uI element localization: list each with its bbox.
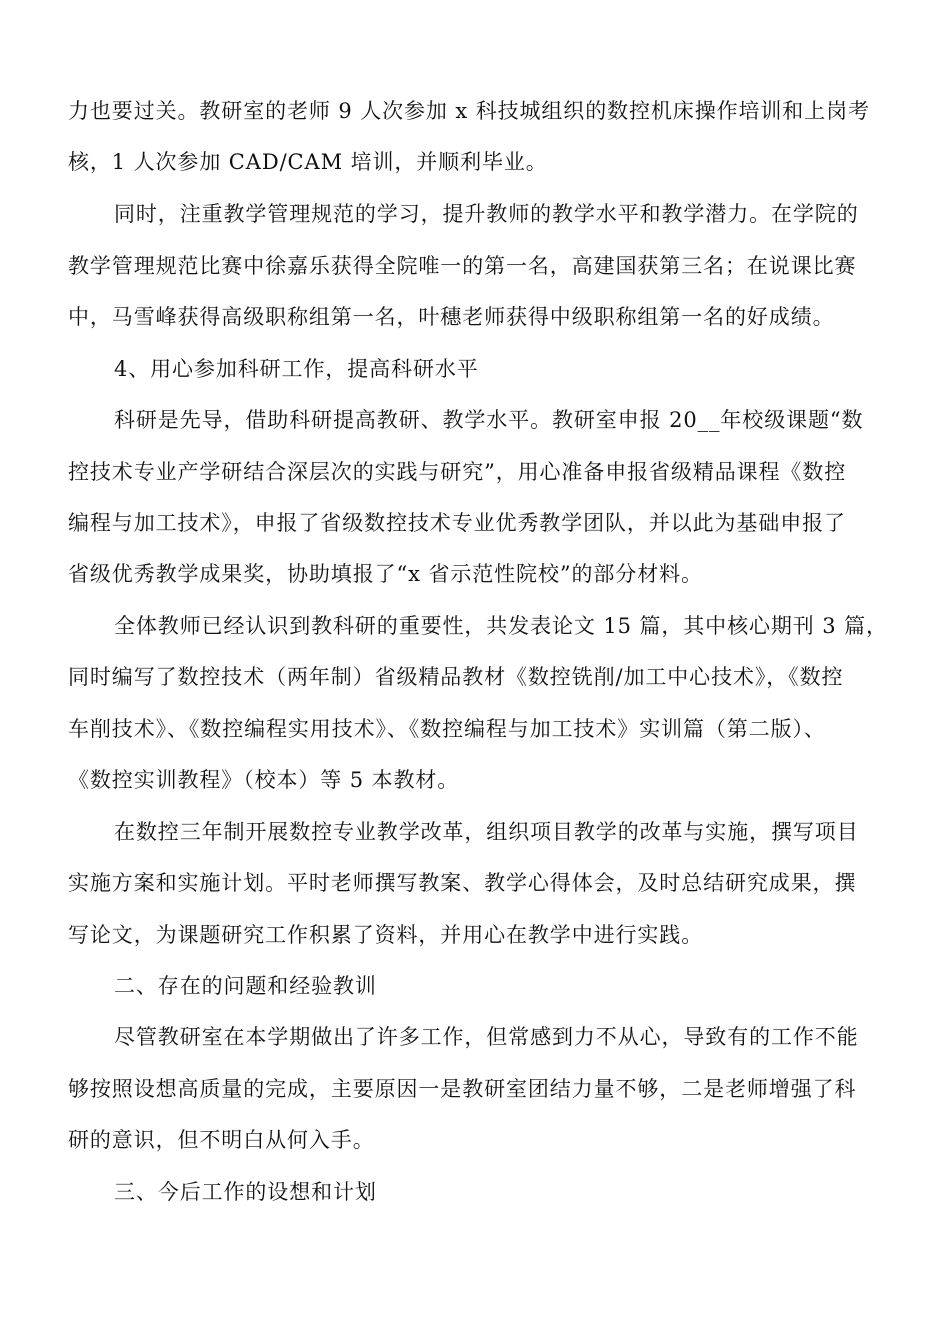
text-line: 编程与加工技术》，申报了省级数控技术专业优秀教学团队，并以此为基础申报了 <box>68 511 846 535</box>
text-line: 科研是先导，借助科研提高教研、教学水平。教研室申报 20__年校级课题“数 <box>114 408 864 432</box>
text-line: 车削技术》、《数控编程实用技术》、《数控编程与加工技术》实训篇（第二版）、 <box>68 717 826 741</box>
text-line: 教学管理规范比赛中徐嘉乐获得全院唯一的第一名，高建国获第三名；在说课比赛 <box>68 254 857 278</box>
text-line: 在数控三年制开展数控专业教学改革，组织项目教学的改革与实施，撰写项目 <box>114 820 859 844</box>
text-line: 控技术专业产学研结合深层次的实践与研究”，用心准备申报省级精品课程《数控 <box>68 460 847 484</box>
text-line: 写论文，为课题研究工作积累了资料，并用心在教学中进行实践。 <box>68 923 704 947</box>
section-heading: 4、用心参加科研工作，提高科研水平 <box>114 357 479 381</box>
section-heading: 三、今后工作的设想和计划 <box>114 1180 377 1204</box>
text-line: 同时编写了数控技术（两年制）省级精品教材《数控铣削/加工中心技术》，《数控 <box>68 665 844 689</box>
text-line: 尽管教研室在本学期做出了许多工作，但常感到力不从心，导致有的工作不能 <box>114 1025 859 1049</box>
text-line: 省级优秀教学成果奖，协助填报了“x 省示范性院校”的部分材料。 <box>68 562 703 586</box>
text-line: 中，马雪峰获得高级职称组第一名，叶穗老师获得中级职称组第一名的好成绩。 <box>68 305 835 329</box>
text-line: 全体教师已经认识到教科研的重要性，共发表论文 15 篇，其中核心期刊 3 篇， <box>114 614 888 638</box>
text-line: 实施方案和实施计划。平时老师撰写教案、教学心得体会，及时总结研究成果，撰 <box>68 871 857 895</box>
text-line: 核，1 人次参加 CAD/CAM 培训，并顺利毕业。 <box>68 150 548 174</box>
text-line: 《数控实训教程》（校本）等 5 本教材。 <box>68 768 460 792</box>
text-line: 够按照设想高质量的完成，主要原因一是教研室团结力量不够，二是老师增强了科 <box>68 1077 857 1101</box>
section-heading: 二、存在的问题和经验教训 <box>114 974 377 998</box>
text-line: 力也要过关。教研室的老师 9 人次参加 x 科技城组织的数控机床操作培训和上岗考 <box>68 99 870 123</box>
text-line: 研的意识，但不明白从何入手。 <box>68 1128 375 1152</box>
text-line: 同时，注重教学管理规范的学习，提升教师的教学水平和教学潜力。在学院的 <box>114 202 859 226</box>
